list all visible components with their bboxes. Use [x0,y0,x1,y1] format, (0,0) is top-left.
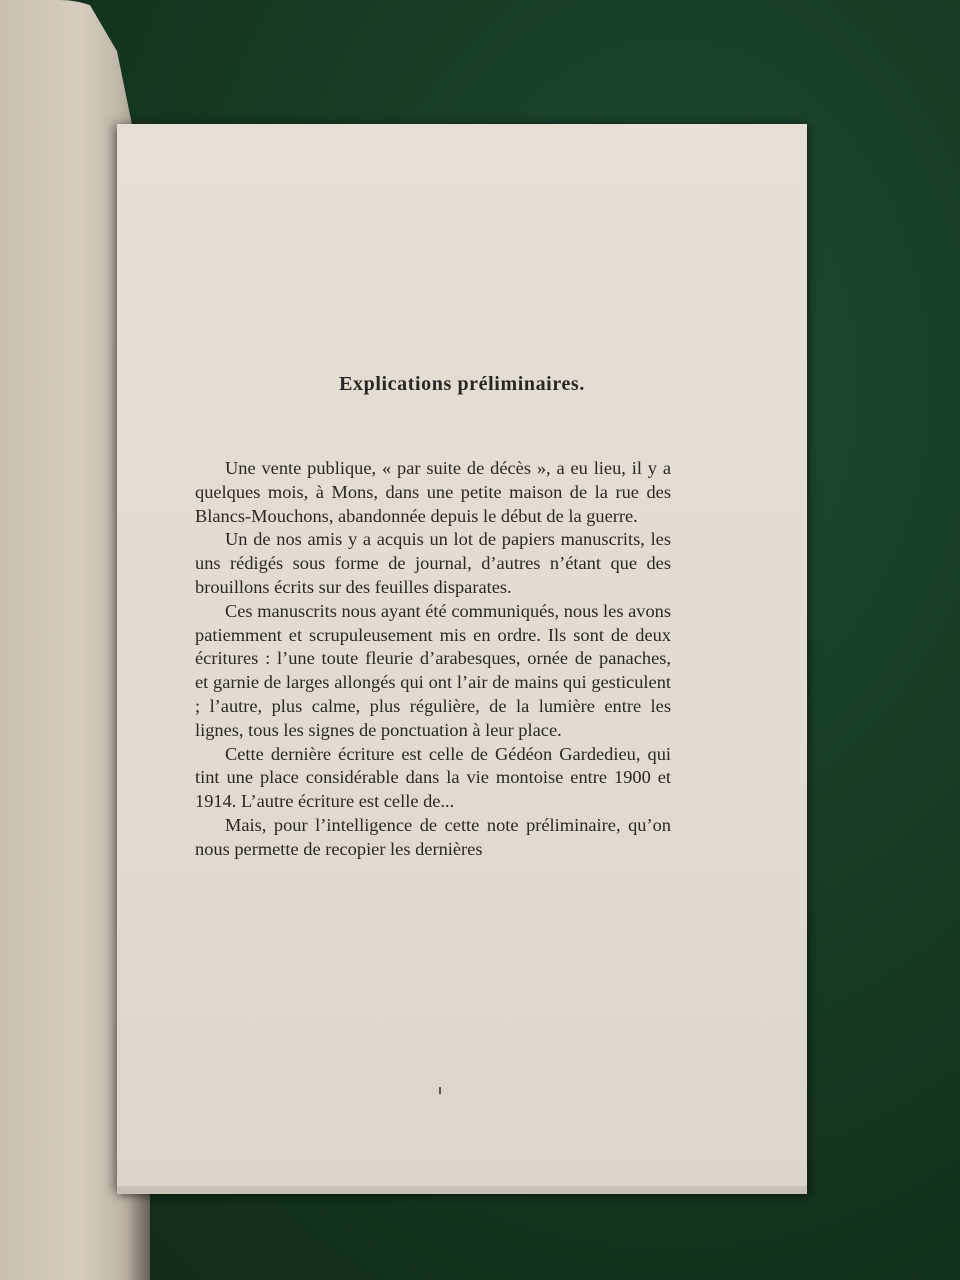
paragraph: Un de nos amis y a acquis un lot de papiers manuscrits, les uns rédigés sous forme de journal, d’autres n’étant que des brouillons écrits sur des feuilles disparates. [195,529,671,597]
paper-mark [439,1087,441,1094]
paragraph: Cette dernière écriture est celle de Gédéon Gardedieu, qui tint une place considérable dans la vie montoise entre 1900 et 1914. L’autre écriture est celle de... [195,743,671,812]
page-stack-edge [117,1186,807,1194]
body-text [195,457,671,862]
page-title: Explications préliminaires. [339,373,585,395]
paragraph: Une vente publique, « par suite de décès », a eu lieu, il y a quelques mois, à Mons, dans une petite maison de la rue des Blancs-Mouchons, abandonnée depuis le début de la guerre. [195,458,671,526]
book-page [117,124,807,1192]
paragraph: Mais, pour l’intelligence de cette note préliminaire, qu’on nous permette de recopier les dernières [195,814,671,859]
paragraph: Ces manuscrits nous ayant été communiqués, nous les avons patiemment et scrupuleusement mis en ordre. Ils sont de deux écritures : l’une toute fleurie d’arabesques, ornée de panaches, et garnie de larges allongés qui ont l’air de mains qui gesticulent ; l’autre, plus calme, plus régulière, de la lumière entre les lignes, tous les signes de ponctuation à leur place. [195,600,671,740]
